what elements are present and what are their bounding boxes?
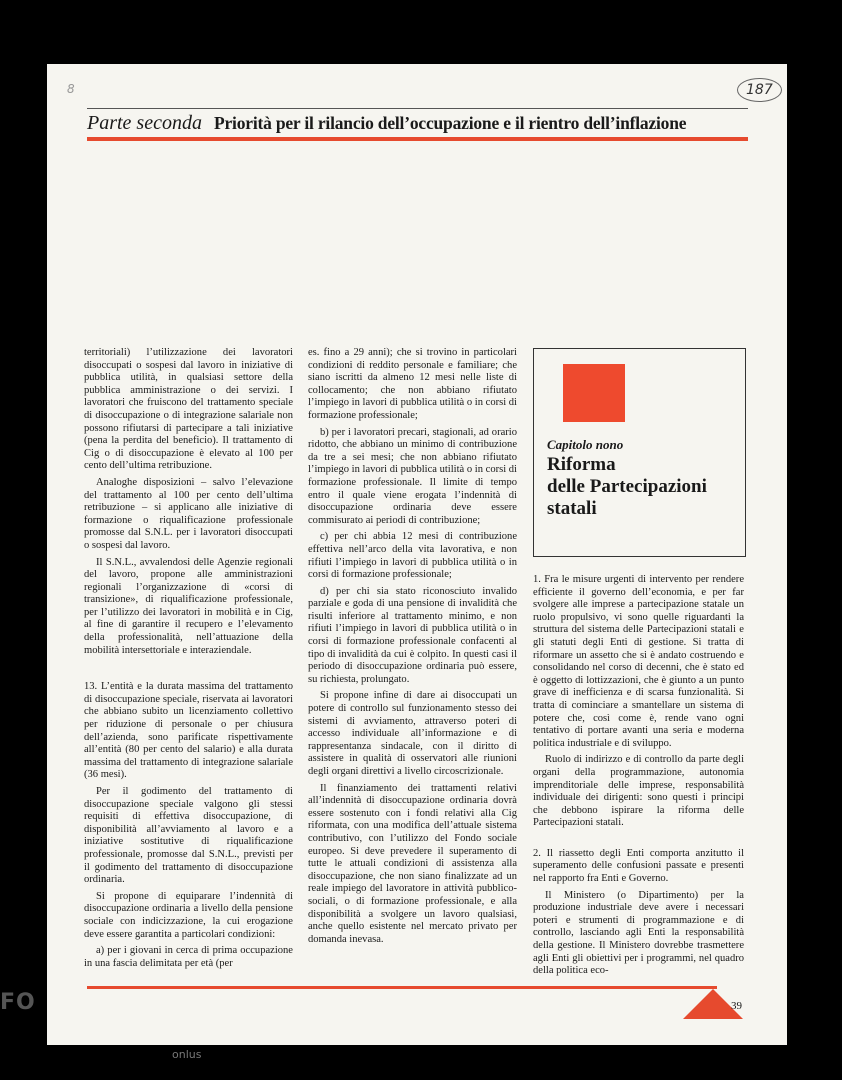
part-label: Parte seconda — [87, 112, 202, 134]
header-top-rule — [87, 108, 748, 109]
paragraph: Il Ministero (o Dipartimento) per la produzione industriale deve avere i necessari poteri e strumenti di programmazione e di controllo, lasciando agli Enti la responsabilità della gestione. Il Ministero dovrebbe trasmettere agli Enti gli obiettivi per i programmi, nel quadro della politica eco- — [533, 889, 744, 977]
chapter-title-line: statali — [547, 498, 597, 519]
header-title: Priorità per il rilancio dell’occupazione e il rientro dell’inflazione — [213, 113, 687, 133]
paragraph: 2. Il riassetto degli Enti comporta anzitutto il superamento delle confusioni passate e presenti nel rapporto fra Enti e Governo. — [533, 847, 744, 885]
paragraph: d) per chi sia stato riconosciuto invalido parziale e goda di una pensione di invalidità che risulti inferiore al trattamento minimo, e non rifiuti l’impiego in lavori di pubblica utilità o in corsi di formazione professionale confacenti al tipo di invalidità da cui è colpito. In questi casi il periodo di disoccupazione ordinaria può essere, su richiesta, prolungato. — [308, 585, 517, 685]
paragraph: es. fino a 29 anni); che si trovino in particolari condizioni di reddito personale e familiare; che siano iscritti da almeno 12 mesi nelle liste di collocamento; che non abbiano rifiutato l’impiego in lavori di pubblica utilità o in corsi di formazione professionale; — [308, 347, 517, 421]
watermark-onlus: onlus — [172, 1048, 202, 1061]
paragraph: c) per chi abbia 12 mesi di contribuzione effettiva nell’arco della vita lavorativa, e non rifiuti l’impiego in lavori di pubblica utilità o in corsi di formazione professionale; — [308, 531, 517, 581]
paragraph: a) per i giovani in cerca di prima occupazione in una fascia delimitata per età (per — [84, 945, 293, 969]
page-number: 39 — [731, 1000, 742, 1012]
watermark-logo-text: FO — [0, 990, 36, 1015]
paragraph: 1. Fra le misure urgenti di intervento per rendere efficiente il governo dell’economia, e per far svolgere alle imprese a partecipazione statale un ruolo propulsivo, vi sono quelle riguardanti la struttura del sistema delle Partecipazioni statali e gli statuti degli Enti di gestione. Si tratta di riformare un assetto che si è andato costruendo e consolidando nel corso di decenni, che è stato ed è oggetto di lottizzazioni, che è giunto a un punto grave di inefficienza e di scarsa funzionalità. Si tratta di cominciare a smantellare un sistema di potere che, così come è, rende vano ogni tentativo di portare avanti una seria e moderna politica industriale e di sviluppo. — [533, 574, 744, 749]
corner-mark: 8 — [67, 82, 75, 96]
paragraph: 13. L’entità e la durata massima del trattamento di disoccupazione speciale, riservata ai lavoratori che abbiano subito un licenziamento collettivo per riduzione di personale o per chiusura dell’azienda, sono parificate rispettivamente all’entità (80 per cento del salario) e alla durata massima del trattamento di integrazione salariale (36 mesi). — [84, 681, 293, 781]
paragraph: Si propone infine di dare ai disoccupati un potere di controllo sul funzionamento stesso dei sistemi di avviamento, attraverso poteri di accesso individuale all’informazione e di rappresentanza sindacale, con il diritto di assistere in qualità di osservatori alle riunioni degli organi direttivi a livello circoscrizionale. — [308, 690, 517, 777]
paragraph: territoriali) l’utilizzazione dei lavoratori disoccupati o sospesi dal lavoro in iniziative di pubblica utilità, in qualsiasi settore della pubblica amministrazione o dei servizi. I lavoratori che fruiscono del trattamento speciale di disoccupazione o di integrazione salariale non possono rifiutarsi di partecipare a tali iniziative (pena la perdita del beneficio). Il trattamento di Cig o di disoccupazione è elevato al 100 per cento dell’ultima retribuzione. — [84, 347, 293, 472]
page — [47, 64, 787, 1045]
footer-rule — [87, 986, 717, 989]
paragraph: Analoghe disposizioni – salvo l’elevazione del trattamento al 100 per cento dell’ultima retribuzione – si applicano alle iniziative di formazione o riqualificazione professionale promosse dal S.N.L. per i lavoratori disoccupati o sospesi dal lavoro. — [84, 476, 293, 551]
column-3 — [533, 574, 744, 982]
page-reference: 187 — [737, 78, 782, 102]
chapter-title-line: Riforma — [547, 454, 616, 475]
column-1 — [84, 347, 293, 974]
paragraph: Il finanziamento dei trattamenti relativi all’indennità di disoccupazione ordinaria dovrà essere sostenuto con i fondi relativi alla Cig riformata, con una modifica dell’attuale sistema contributivo, con l’utilizzo del Fondo sociale europeo. Si deve prevedere il superamento di tutte le attuali condizioni di assistenza alla disoccupazione, che non siano finalizzate ad un reale impiego del lavoratore in attività pubblico-sociali, o di formazione professionale, e alla disponibilità a svolgere un lavoro qualsiasi, anche quello esistente nel mercato privato per domanda inevasa. — [308, 782, 517, 945]
running-header — [87, 112, 747, 135]
column-2 — [308, 347, 517, 950]
chapter-title-line: delle Partecipazioni — [547, 476, 707, 497]
paragraph: Per il godimento del trattamento di disoccupazione speciale valgono gli stessi requisiti di effettiva disoccupazione, di disponibilità all’avviamento al lavoro e a iniziative sostitutive di riqualificazione professionale, promosse dal S.N.L., previsti per il godimento del trattamento di disoccupazione ordinaria. — [84, 786, 293, 886]
chapter-color-block — [563, 364, 625, 422]
chapter-box — [533, 348, 746, 557]
paragraph: Ruolo di indirizzo e di controllo da parte degli organi della programmazione, autonomia imprenditoriale delle imprese, responsabilità individuale dei dirigenti: sono questi i principi che debbono ispirare la riforma delle Partecipazioni statali. — [533, 754, 744, 829]
chapter-title — [547, 454, 707, 520]
paragraph: Il S.N.L., avvalendosi delle Agenzie regionali del lavoro, propone alle amministrazioni regionali l’organizzazione di «corsi di transizione», di riqualificazione professionale, per l’utilizzo dei lavoratori in mobilità e in Cig, al fine di garantire il recupero e l’elevamento della professionalità, nell’attuazione della mobilità intersettoriale e interaziendale. — [84, 556, 293, 656]
header-rule — [87, 137, 748, 141]
chapter-label: Capitolo nono — [547, 437, 624, 452]
paragraph: Si propone di equiparare l’indennità di disoccupazione ordinaria a livello della pensione sociale con indicizzazione, la cui erogazione deve essere garantita a particolari condizioni: — [84, 890, 293, 940]
paragraph: b) per i lavoratori precari, stagionali, ad orario ridotto, che abbiano un minimo di contribuzione da tre a sei mesi; che non abbiano rifiutato l’impiego in lavori di pubblica utilità o in corsi di formazione professionale. Il limite di tempo entro il quale viene erogata l’indennità di disoccupazione ordinaria deve essere commisurato ai periodi di contribuzione; — [308, 426, 517, 526]
